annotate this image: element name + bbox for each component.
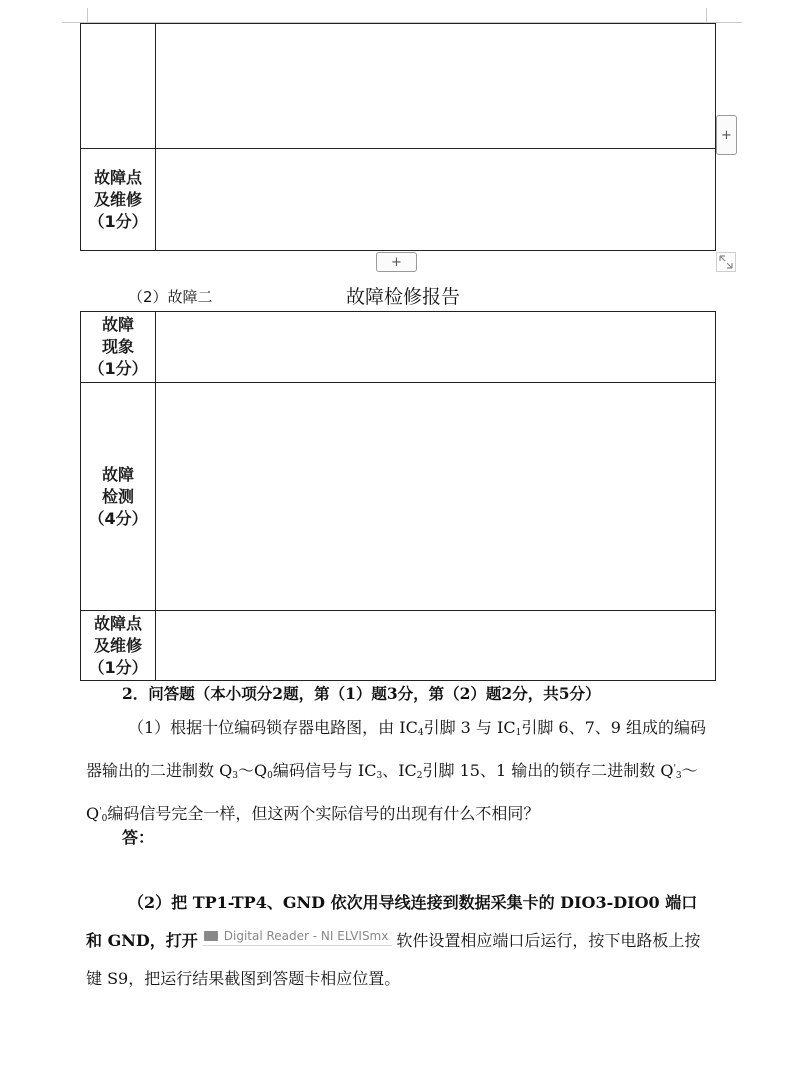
fault2-report-table	[80, 311, 716, 681]
repair-field[interactable]	[156, 611, 716, 681]
add-row-button[interactable]: +	[376, 252, 417, 272]
detection-field[interactable]	[156, 383, 716, 611]
answer-label: 答：	[122, 828, 155, 847]
fault2-label: （2）故障二	[128, 288, 213, 306]
repair-label: 故障点 及维修 （1分）	[81, 611, 156, 681]
table1-repair-label: 故障点 及维修 （1分）	[81, 149, 156, 251]
app-window-icon	[204, 931, 218, 941]
table1-repair-field[interactable]	[156, 149, 716, 251]
margin-mark-right	[706, 8, 707, 22]
report-title: 故障检修报告	[346, 286, 461, 308]
symptom-label: 故障 现象 （1分）	[81, 312, 156, 383]
detection-label: 故障 检测 （4分）	[81, 383, 156, 611]
symptom-field[interactable]	[156, 312, 716, 383]
table1-empty-label-cell	[81, 24, 156, 149]
table1-field-cell[interactable]	[156, 24, 716, 149]
add-column-button[interactable]: +	[716, 115, 737, 155]
resize-icon	[717, 253, 735, 271]
margin-mark-left	[87, 8, 88, 22]
table-resize-handle[interactable]	[716, 252, 736, 272]
question-1: （1）根据十位编码锁存器电路图，由 $IC_4$引脚 3 与 $IC_1$引脚 6、7、9 组成的编码器输出的二进制数 $Q_3\sim Q_0$编码信号与 $IC_3$、$IC_2$引脚 15、1 输出的锁存二进制数 $Q'_3\sim Q'_0$编码信号完全一样，但这两个实际信号的出现有什么不相同？	[86, 718, 707, 824]
fault1-report-table	[80, 23, 716, 251]
section-heading: 2．问答题（本小项分2题，第（1）题3分，第（2）题2分，共5分）	[122, 684, 601, 703]
embedded-app-image: Digital Reader - NI ELVISmx	[202, 929, 393, 946]
question-2: （2）把 TP1-TP4、GND 依次用导线连接到数据采集卡的 DIO3-DIO0 端口和 GND，打开 Digital Reader - NI ELVISmx 软件设置相应端口后运行，按下电路板上按键 S9，把运行结果截图到答题卡相应位置。	[86, 893, 701, 988]
